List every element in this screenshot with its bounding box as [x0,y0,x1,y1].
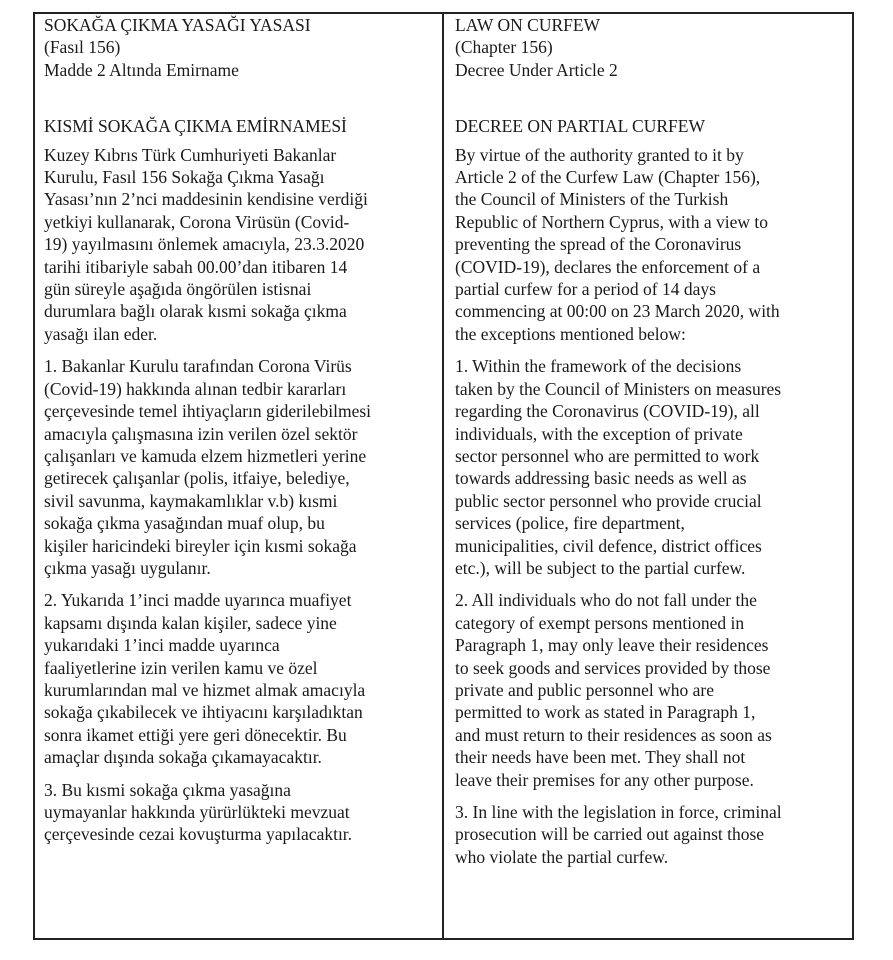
chapter-tr: (Fasıl 156) [44,37,121,58]
text-line: towards addressing basic needs as well as [455,468,747,489]
text-line: their needs have been met. They shall not [455,747,746,768]
text-line: sivil savunma, kaymakamlıklar v.b) kısmi [44,490,338,511]
text-line: individuals, with the exception of private [455,423,743,444]
text-line: 2. Yukarıda 1’inci madde uyarınca muafiyet [44,590,352,611]
text-line: 2. All individuals who do not fall under the [455,590,757,611]
decree-ref-tr: Madde 2 Altında Emirname [44,59,239,80]
turkish-column [44,14,437,856]
text-line: preventing the spread of the Coronavirus [455,234,742,255]
text-line: category of exempt persons mentioned in [455,612,745,633]
text-line: tarihi itibariyle sabah 00.00’dan itibaren 14 [44,256,348,277]
paragraph-intro-tr [44,144,437,346]
paragraph-intro-en [455,144,847,346]
text-line: (COVID-19), declares the enforcement of a [455,256,761,277]
text-line: amaçlar dışında sokağa çıkamayacaktır. [44,747,322,768]
text-line: çerçevesinde temel ihtiyaçların giderilebilmesi [44,401,372,422]
decree-ref-en: Decree Under Article 2 [455,59,618,80]
text-line: 19) yayılmasını önlemek amacıyla, 23.3.2020 [44,234,365,255]
text-line: prosecution will be carried out against those [455,824,765,845]
law-title-en: LAW ON CURFEW [455,15,601,35]
text-line: çerçevesinde cezai kovuşturma yapılacaktır. [44,824,353,845]
text-line: who violate the partial curfew. [455,846,669,867]
text-line: faaliyetlerine izin verilen kamu ve özel [44,657,318,678]
text-line: 3. Bu kısmi sokağa çıkma yasağına [44,779,291,800]
text-line: regarding the Coronavirus (COVID-19), all [455,401,760,422]
text-line: kişiler haricindeki bireyler için kısmi sokağa [44,535,357,556]
text-line: Kurulu, Fasıl 156 Sokağa Çıkma Yasağı [44,167,325,188]
text-line: gün süreyle aşağıda öngörülen istisnai [44,279,312,300]
text-line: durumlara bağlı olarak kısmi sokağa çıkma [44,301,347,322]
text-line: Article 2 of the Curfew Law (Chapter 156), [455,167,761,188]
paragraph-1-tr [44,355,437,579]
text-line: Republic of Northern Cyprus, with a view to [455,211,769,232]
text-line: permitted to work as stated in Paragraph 1, [455,702,756,723]
section-title-tr: KISMİ SOKAĞA ÇIKMA EMİRNAMESİ [44,116,347,137]
english-column [455,14,847,878]
text-line: Paragraph 1, may only leave their residences [455,635,769,656]
paragraph-1-en [455,355,847,579]
text-line: etc.), will be subject to the partial curfew. [455,557,746,578]
text-line: taken by the Council of Ministers on measures [455,378,782,399]
text-line: commencing at 00:00 on 23 March 2020, with [455,301,780,322]
text-line: amacıyla çalışmasına izin verilen özel sektör [44,423,358,444]
law-title-tr: SOKAĞA ÇIKMA YASAĞI YASASI [44,15,311,35]
text-line: uymayanlar hakkında yürürlükteki mevzuat [44,802,350,822]
text-line: to seek goods and services provided by those [455,657,771,678]
text-line: yasağı ilan eder. [44,323,158,344]
text-line: 1. Bakanlar Kurulu tarafından Corona Virüs [44,356,352,377]
text-line: sector personnel who are permitted to work [455,445,760,466]
text-line: çıkma yasağı uygulanır. [44,557,211,578]
text-line: Kuzey Kıbrıs Türk Cumhuriyeti Bakanlar [44,144,337,165]
paragraph-2-tr [44,589,437,768]
text-line: kapsamı dışında kalan kişiler, sadece yine [44,612,337,633]
paragraph-3-en [455,801,847,868]
text-line: sokağa çıkabilecek ve ihtiyacını karşıladıktan [44,702,363,723]
text-line: sonra ikamet ettiği yere geri dönecektir. Bu [44,724,347,745]
text-line: çalışanları ve kamuda elzem hizmetleri yerine [44,445,367,466]
text-line: sokağa çıkma yasağından muaf olup, bu [44,513,325,534]
text-line: (Covid-19) hakkında alınan tedbir kararları [44,378,347,399]
text-line: By virtue of the authority granted to it by [455,144,744,165]
text-line: yetkiyi kullanarak, Corona Virüsün (Covid- [44,211,350,232]
text-line: private and public personnel who are [455,679,715,700]
column-divider [442,12,444,940]
chapter-en: (Chapter 156) [455,37,553,58]
paragraph-3-tr [44,779,437,846]
text-line: kurumlarından mal ve hizmet almak amacıyla [44,679,366,700]
paragraph-2-en [455,589,847,791]
text-line: leave their premises for any other purpose. [455,769,754,790]
text-line: 1. Within the framework of the decisions [455,356,742,377]
text-line: Yasası’nın 2’nci maddesinin kendisine verdiği [44,189,368,210]
text-line: services (police, fire department, [455,513,685,534]
text-line: yukarıdaki 1’inci madde uyarınca [44,635,280,656]
text-line: 3. In line with the legislation in force, criminal [455,802,782,822]
text-line: public sector personnel who provide crucial [455,490,762,511]
text-line: getirecek çalışanlar (polis, itfaiye, belediye, [44,468,350,489]
text-line: partial curfew for a period of 14 days [455,279,716,300]
text-line: the Council of Ministers of the Turkish [455,189,729,210]
text-line: the exceptions mentioned below: [455,323,686,344]
section-title-en: DECREE ON PARTIAL CURFEW [455,116,705,137]
text-line: and must return to their residences as soon as [455,724,772,745]
text-line: municipalities, civil defence, district offices [455,535,762,556]
